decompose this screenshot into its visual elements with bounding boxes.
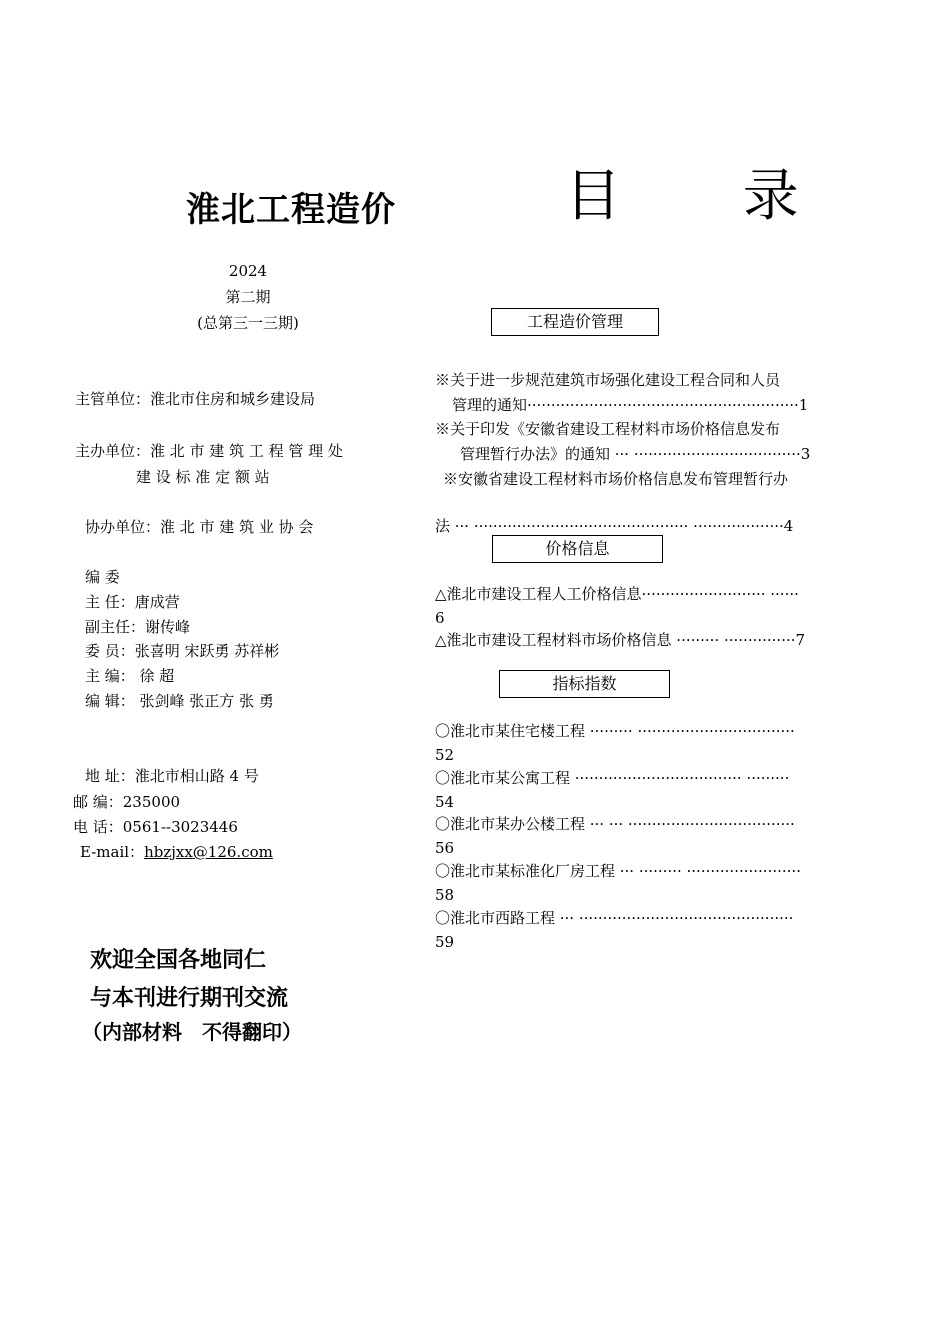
sponsor-unit-line2: 建 设 标 准 定 额 站	[136, 468, 270, 486]
toc-entry: 〇淮北市西路工程 ··· ·············································	[435, 909, 794, 927]
toc-entry-cont: 法 ··· ············································· ···················4	[435, 517, 794, 535]
toc-entry-cont: 管理的通知·························································1	[452, 396, 809, 414]
issue-total: (总第三一三期)	[197, 314, 299, 332]
welcome-line2: 与本刊进行期刊交流	[90, 985, 289, 1011]
toc-entry: △淮北市建设工程材料市场价格信息 ········· ···············7	[435, 631, 806, 649]
committee-chief-editor: 主 编： 徐 超	[85, 667, 175, 685]
issue-year: 2024	[228, 262, 268, 280]
toc-entry-cont: 59	[435, 933, 455, 951]
internal-material-note: （内部材料 不得翻印）	[82, 1020, 302, 1044]
toc-title: 目 录	[565, 164, 851, 229]
toc-entry: ※关于进一步规范建筑市场强化建设工程合同和人员	[435, 371, 781, 389]
toc-entry: 〇淮北市某标准化厂房工程 ··· ········· ························	[435, 862, 801, 880]
co-organizer-unit: 协办单位：淮 北 市 建 筑 业 协 会	[85, 518, 314, 536]
committee-deputy-director: 副主任：谢传峰	[85, 618, 191, 636]
committee-director: 主 任：唐成营	[85, 593, 180, 611]
journal-title: 淮北工程造价	[186, 190, 396, 230]
contact-email-label: E-mail：	[80, 843, 145, 861]
sponsor-unit: 主办单位：淮 北 市 建 筑 工 程 管 理 处	[75, 442, 343, 460]
toc-entry-cont: 52	[435, 746, 455, 764]
toc-entry-cont: 54	[435, 793, 455, 811]
contact-address: 地 址：淮北市相山路 4 号	[85, 767, 259, 785]
section-cost-management: 工程造价管理	[491, 308, 659, 336]
issue-number: 第二期	[225, 288, 271, 306]
contact-email-link[interactable]: hbzjxx@126.com	[144, 843, 273, 861]
contact-postcode: 邮 编：235000	[73, 793, 181, 811]
contact-phone: 电 话：0561--3023446	[73, 818, 238, 836]
committee-members: 委 员：张喜明 宋跃勇 苏祥彬	[85, 642, 280, 660]
toc-entry: ※安徽省建设工程材料市场价格信息发布管理暂行办	[443, 470, 789, 488]
contact-email-row	[80, 841, 273, 862]
supervisor-unit: 主管单位：淮北市住房和城乡建设局	[75, 390, 316, 408]
section-indicators: 指标指数	[499, 670, 670, 698]
toc-entry-cont: 58	[435, 886, 455, 904]
toc-entry-cont: 管理暂行办法》的通知 ··· ···································3	[460, 445, 811, 463]
committee-editors: 编 辑： 张剑峰 张正方 张 勇	[85, 692, 274, 710]
toc-entry: △淮北市建设工程人工价格信息·························· ······	[435, 585, 799, 603]
toc-entry-cont: 6	[435, 609, 445, 627]
toc-entry: 〇淮北市某办公楼工程 ··· ··· ···································	[435, 815, 795, 833]
toc-entry: 〇淮北市某住宅楼工程 ········· ·································	[435, 722, 795, 740]
toc-entry-cont: 56	[435, 839, 455, 857]
toc-entry: 〇淮北市某公寓工程 ··································· ·········	[435, 769, 790, 787]
section-price-info: 价格信息	[492, 535, 663, 563]
toc-entry: ※关于印发《安徽省建设工程材料市场价格信息发布	[435, 420, 781, 438]
committee-heading: 编 委	[85, 568, 120, 586]
welcome-line1: 欢迎全国各地同仁	[90, 947, 267, 973]
